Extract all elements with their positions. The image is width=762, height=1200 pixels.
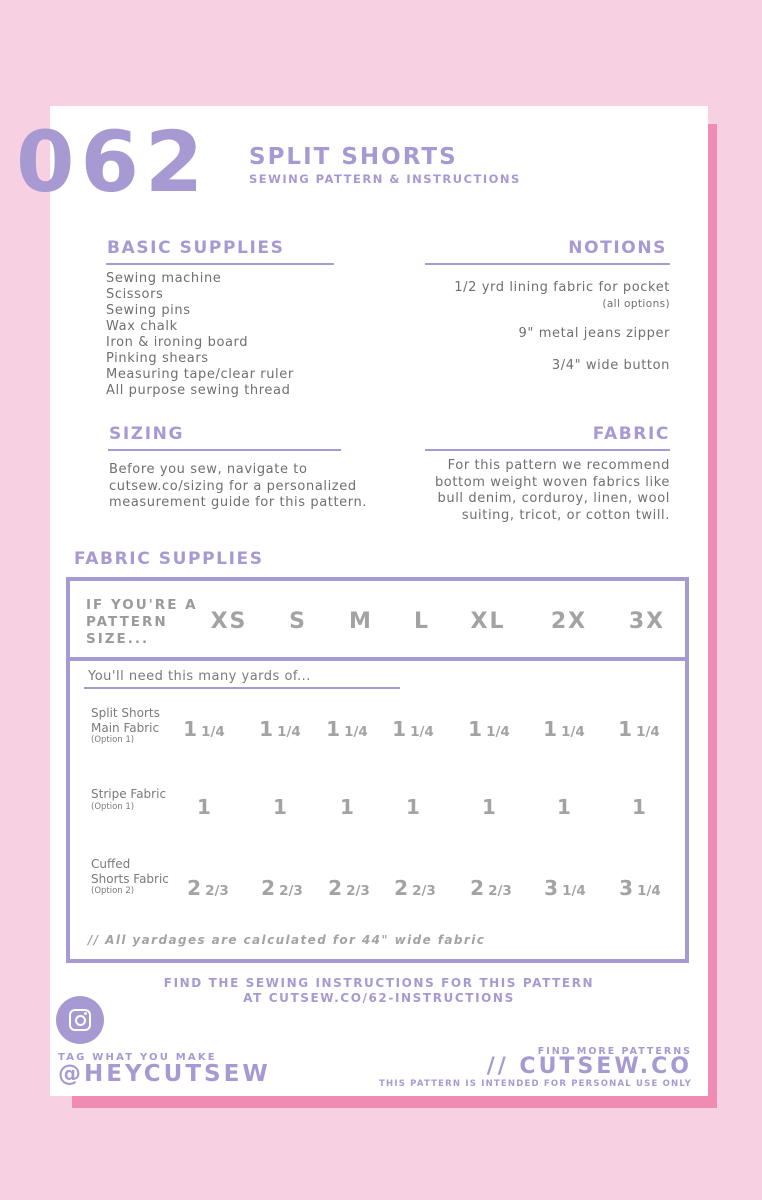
table-cell: 2 2/3	[394, 876, 436, 900]
notion-item	[454, 280, 670, 312]
list-item: Wax chalk	[106, 319, 178, 334]
fabric-rule	[425, 449, 670, 451]
table-cell: 1 1/4	[183, 717, 225, 741]
pattern-subtitle: SEWING PATTERN & INSTRUCTIONS	[249, 172, 521, 186]
row-label	[91, 706, 171, 745]
size-label: XS	[210, 609, 248, 634]
legal-note: THIS PATTERN IS INTENDED FOR PERSONAL USE ONLY	[379, 1079, 692, 1089]
pattern-title: SPLIT SHORTS	[249, 144, 458, 170]
fabric-supplies-table	[66, 577, 689, 963]
list-item: Iron & ironing board	[106, 335, 249, 350]
fabric-text: For this pattern we recommend bottom weight woven fabrics like bull denim, corduroy, linen, wool suiting, tricot, or cotton twill.	[434, 458, 670, 523]
size-label: S	[289, 609, 307, 634]
table-cell: 1 1/4	[618, 717, 660, 741]
table-cell: 3 1/4	[544, 876, 586, 900]
notion-text: 9" metal jeans zipper	[518, 326, 670, 341]
table-cell: 1	[557, 795, 571, 819]
sizing-rule	[108, 449, 341, 451]
table-cell: 1 1/4	[543, 717, 585, 741]
row-label-text: Stripe Fabric	[91, 787, 167, 801]
table-cell: 2 2/3	[328, 876, 370, 900]
row-label	[91, 787, 171, 812]
table-cell: 1	[406, 795, 420, 819]
pattern-number: 062	[16, 113, 210, 211]
basic-supplies-heading: BASIC SUPPLIES	[107, 238, 285, 258]
notions-heading: NOTIONS	[568, 238, 667, 258]
table-cell: 1	[482, 795, 496, 819]
size-label: M	[349, 609, 373, 634]
notion-text: 3/4" wide button	[551, 358, 670, 373]
social-handle[interactable]: @HEYCUTSEW	[58, 1061, 271, 1087]
row-option: (Option 1)	[91, 735, 135, 745]
table-cell: 2 2/3	[187, 876, 229, 900]
notion-item	[552, 358, 670, 374]
yardage-footnote: // All yardages are calculated for 44" wide fabric	[88, 933, 486, 947]
notions-rule	[425, 263, 670, 265]
list-item: Scissors	[106, 287, 164, 302]
size-label: 2X	[550, 609, 588, 634]
tag-label: TAG WHAT YOU MAKE	[58, 1052, 217, 1063]
table-cell: 1 1/4	[392, 717, 434, 741]
row-label	[91, 857, 171, 896]
row-option: (Option 1)	[91, 801, 135, 812]
list-item: Measuring tape/clear ruler	[106, 367, 294, 382]
table-cell: 3 1/4	[619, 876, 661, 900]
row-label-text: Cuffed Shorts Fabric	[91, 857, 169, 886]
row-label-text: Split Shorts Main Fabric	[91, 706, 160, 735]
list-item: Sewing machine	[106, 271, 222, 286]
instagram-icon[interactable]	[56, 996, 104, 1044]
notion-note: (all options)	[602, 298, 670, 310]
table-cell: 1 1/4	[468, 717, 510, 741]
list-item: Pinking shears	[106, 351, 209, 366]
list-item: Sewing pins	[106, 303, 191, 318]
table-cell: 1 1/4	[326, 717, 368, 741]
table-header	[70, 581, 685, 661]
row-option: (Option 2)	[91, 886, 135, 896]
table-cell: 2 2/3	[470, 876, 512, 900]
size-label: 3X	[628, 609, 666, 634]
fabric-heading: FABRIC	[592, 424, 670, 444]
table-cell: 1 1/4	[259, 717, 301, 741]
instructions-cta-line2[interactable]: AT CUTSEW.CO/62-INSTRUCTIONS	[243, 991, 515, 1005]
pattern-card	[16, 106, 708, 1096]
sizing-text: Before you sew, navigate to cutsew.co/sizing for a personalized measurement guide for this pattern.	[109, 462, 368, 510]
table-cell: 2 2/3	[261, 876, 303, 900]
notion-text: 1/2 yrd lining fabric for pocket	[454, 280, 670, 295]
table-cell: 1	[197, 795, 211, 819]
site-link[interactable]: // CUTSEW.CO	[486, 1054, 692, 1079]
basic-supplies-rule	[106, 263, 334, 265]
table-cell: 1	[273, 795, 287, 819]
yards-label: You'll need this many yards of...	[88, 669, 311, 684]
yards-rule	[84, 687, 400, 689]
size-header-label: IF YOU'RE A PATTERN SIZE...	[86, 597, 198, 647]
table-cell: 1	[632, 795, 646, 819]
sizing-heading: SIZING	[109, 424, 185, 444]
notion-item	[519, 326, 670, 342]
table-cell: 1	[340, 795, 354, 819]
instructions-cta-line1: FIND THE SEWING INSTRUCTIONS FOR THIS PATTERN	[163, 976, 595, 990]
fabric-supplies-heading: FABRIC SUPPLIES	[74, 549, 264, 569]
basic-supplies-list	[106, 271, 294, 399]
find-more-label: FIND MORE PATTERNS	[537, 1046, 692, 1057]
size-label: XL	[470, 609, 506, 634]
list-item: All purpose sewing thread	[106, 383, 291, 398]
size-label: L	[413, 609, 431, 634]
